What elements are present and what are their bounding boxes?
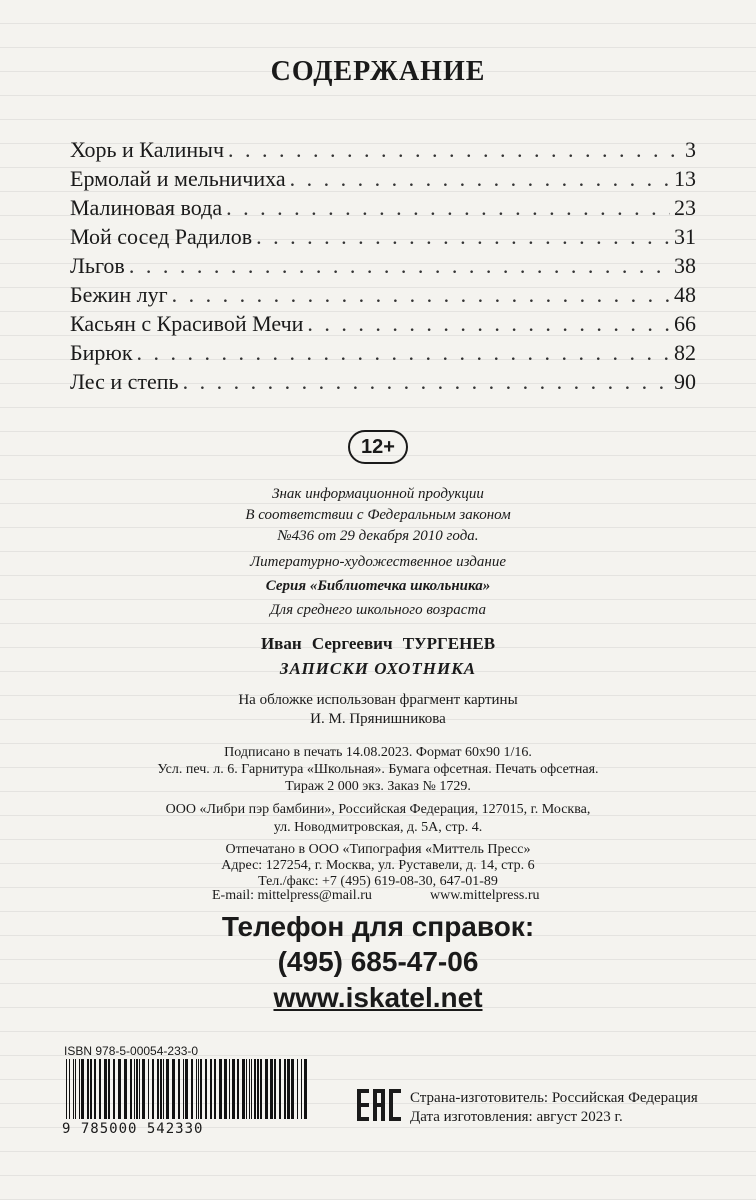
toc-title: СОДЕРЖАНИЕ — [270, 56, 486, 87]
toc-entry — [70, 166, 696, 195]
barcode-bar — [157, 1059, 159, 1119]
barcode-bar — [163, 1059, 164, 1119]
publisher-line: ул. Новодмитровская, д. 5А, стр. 4. — [273, 820, 483, 835]
barcode-bar — [198, 1059, 199, 1119]
barcode-bar — [75, 1059, 76, 1119]
toc-entry-title: Лес и степь — [70, 369, 179, 394]
barcode-bar — [136, 1059, 138, 1119]
barcode-bar — [113, 1059, 115, 1119]
barcode-bar — [118, 1059, 121, 1119]
printer-email: E-mail: mittelpress@mail.ru — [212, 888, 372, 903]
toc-entry-title: Льгов — [70, 253, 125, 278]
barcode-bar — [196, 1059, 197, 1119]
barcode-bar — [124, 1059, 127, 1119]
series-name: Серия «Библиотечка школьника» — [265, 578, 491, 594]
barcode-bar — [232, 1059, 235, 1119]
audience: Для среднего школьного возраста — [270, 602, 486, 618]
barcode-bar — [237, 1059, 239, 1119]
toc-entry-page: 31 — [674, 224, 696, 249]
toc-leader-dots — [307, 311, 670, 337]
toc-entry-page: 23 — [674, 195, 696, 220]
toc-entry-page: 66 — [674, 311, 696, 336]
barcode-bar — [224, 1059, 227, 1119]
info-sign-line: Знак информационной продукции — [272, 486, 484, 502]
barcode-bar — [134, 1059, 135, 1119]
toc-entry — [70, 137, 696, 166]
toc-entry-title: Касьян с Красивой Мечи — [70, 311, 304, 336]
barcode-bar — [246, 1059, 247, 1119]
book-title: ЗАПИСКИ ОХОТНИКА — [279, 659, 477, 678]
barcode-bar — [99, 1059, 101, 1119]
barcode-bar — [287, 1059, 290, 1119]
barcode-bar — [148, 1059, 149, 1119]
print-info-line: Усл. печ. л. 6. Гарнитура «Школьная». Бумага офсетная. Печать офсетная. — [157, 762, 599, 777]
barcode-bar — [81, 1059, 84, 1119]
toc-entry-title: Хорь и Калиныч — [70, 137, 225, 162]
barcode-bar — [214, 1059, 216, 1119]
barcode-digits: 9 785000 542330 — [62, 1121, 204, 1137]
phone-number: (495) 685-47-06 — [277, 946, 479, 977]
printer-line: Тел./факс: +7 (495) 619-08-30, 647-01-89 — [258, 874, 498, 889]
barcode-bar — [142, 1059, 145, 1119]
info-sign-line: №436 от 29 декабря 2010 года. — [277, 528, 479, 544]
barcode-bar — [104, 1059, 107, 1119]
barcode-bar — [166, 1059, 169, 1119]
barcode-bar — [242, 1059, 245, 1119]
toc-leader-dots — [183, 369, 670, 395]
barcode-bar — [210, 1059, 212, 1119]
barcode-bar — [139, 1059, 140, 1119]
age-rating-badge: 12+ — [348, 430, 408, 464]
barcode-bar — [260, 1059, 262, 1119]
barcode-bar — [254, 1059, 256, 1119]
barcode-bar — [87, 1059, 89, 1119]
barcode-bar — [178, 1059, 180, 1119]
toc-entry-page: 3 — [685, 137, 696, 162]
cover-note: И. М. Прянишникова — [310, 711, 446, 727]
toc-entry-title: Бирюк — [70, 340, 133, 365]
print-info-line: Тираж 2 000 экз. Заказ № 1729. — [285, 779, 471, 794]
edition-type: Литературно-художественное издание — [250, 554, 506, 570]
toc-entry — [70, 369, 696, 398]
barcode-bars — [62, 1059, 312, 1121]
printer-line: Адрес: 127254, г. Москва, ул. Руставели, д. 14, стр. 6 — [221, 858, 535, 873]
barcode-bar — [130, 1059, 132, 1119]
barcode-bar — [94, 1059, 96, 1119]
cover-note: На обложке использован фрагмент картины — [238, 692, 518, 708]
toc-entry — [70, 282, 696, 311]
barcode-bar — [284, 1059, 286, 1119]
info-sign-line: В соответствии с Федеральным законом — [245, 507, 511, 523]
printer-line: Отпечатано в ООО «Типография «Миттель Пресс» — [225, 842, 531, 857]
barcode-bar — [191, 1059, 193, 1119]
publisher-website: www.iskatel.net — [273, 982, 483, 1013]
barcode-bar — [185, 1059, 188, 1119]
toc-entry — [70, 195, 696, 224]
country-of-manufacture: Страна-изготовитель: Российская Федерация — [410, 1090, 698, 1106]
toc-leader-dots — [172, 282, 670, 308]
barcode-bar — [108, 1059, 110, 1119]
barcode-bar — [291, 1059, 294, 1119]
print-info-line: Подписано в печать 14.08.2023. Формат 60x90 1/16. — [224, 745, 532, 760]
barcode-bar — [205, 1059, 207, 1119]
toc-entry — [70, 311, 696, 340]
isbn-barcode — [62, 1044, 312, 1139]
toc-entry-page: 38 — [674, 253, 696, 278]
barcode-bar — [257, 1059, 259, 1119]
toc-entry — [70, 224, 696, 253]
barcode-bar — [297, 1059, 298, 1119]
barcode-bar — [152, 1059, 154, 1119]
barcode-bar — [279, 1059, 281, 1119]
toc-entry-page: 90 — [674, 369, 696, 394]
toc-leader-dots — [226, 195, 670, 221]
toc-entry — [70, 340, 696, 369]
toc-entry-page: 82 — [674, 340, 696, 365]
barcode-bar — [172, 1059, 175, 1119]
manufacture-date: Дата изготовления: август 2023 г. — [410, 1109, 623, 1125]
toc-entry-page: 48 — [674, 282, 696, 307]
barcode-bar — [229, 1059, 230, 1119]
barcode-bar — [270, 1059, 273, 1119]
toc-leader-dots — [129, 253, 670, 279]
isbn-text: ISBN 978-5-00054-233-0 — [64, 1044, 199, 1058]
toc-entry — [70, 253, 696, 282]
barcode-bar — [304, 1059, 307, 1119]
toc-entry-page: 13 — [674, 166, 696, 191]
table-of-contents — [70, 137, 696, 398]
toc-entry-title: Мой сосед Радилов — [70, 224, 253, 249]
barcode-bar — [160, 1059, 162, 1119]
toc-entry-title: Ермолай и мельничиха — [70, 166, 286, 191]
barcode-bar — [265, 1059, 268, 1119]
eac-mark-icon — [356, 1087, 402, 1123]
author-name: Иван Сергеевич ТУРГЕНЕВ — [260, 634, 496, 653]
barcode-bar — [219, 1059, 222, 1119]
barcode-bar — [73, 1059, 74, 1119]
printer-contacts — [212, 888, 612, 904]
toc-leader-dots — [228, 137, 681, 163]
manufacture-info — [410, 1089, 698, 1127]
toc-leader-dots — [256, 224, 670, 250]
barcode-bar — [249, 1059, 250, 1119]
barcode-bar — [69, 1059, 70, 1119]
barcode-bar — [183, 1059, 184, 1119]
toc-entry-title: Бежин луг — [70, 282, 168, 307]
toc-leader-dots — [137, 340, 670, 366]
publisher-line: ООО «Либри пэр бамбини», Российская Федерация, 127015, г. Москва, — [165, 802, 591, 817]
printer-website: www.mittelpress.ru — [430, 888, 540, 903]
barcode-bar — [66, 1059, 67, 1119]
barcode-bar — [90, 1059, 92, 1119]
barcode-bar — [251, 1059, 252, 1119]
phone-label: Телефон для справок: — [221, 911, 535, 942]
toc-leader-dots — [290, 166, 670, 192]
barcode-bar — [301, 1059, 302, 1119]
barcode-bar — [79, 1059, 80, 1119]
barcode-bar — [274, 1059, 276, 1119]
barcode-bar — [200, 1059, 202, 1119]
toc-entry-title: Малиновая вода — [70, 195, 223, 220]
